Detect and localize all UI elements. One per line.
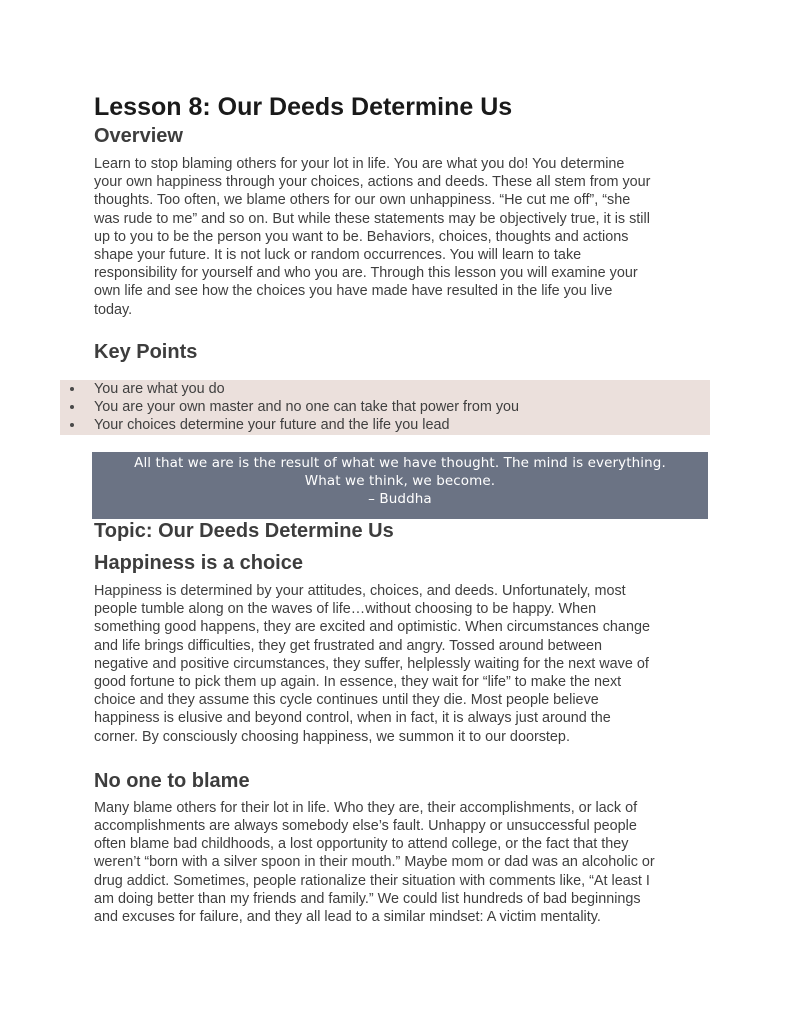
text-line: accomplishments are always somebody else’s fault. Unhappy or unsuccessful people [94, 818, 637, 835]
lesson-title: Lesson 8: Our Deeds Determine Us [94, 93, 513, 121]
happiness-heading: Happiness is a choice [94, 552, 303, 574]
text-line: good fortune to pick them up again. In essence, they wait for “life” to make the next [94, 674, 622, 691]
text-line: your own happiness through your choices, actions and deeds. These all stem from your [94, 174, 651, 191]
text-line: up to you to be the person you want to be. Behaviors, choices, thoughts and actions [94, 228, 629, 245]
key-points-box [60, 380, 710, 435]
text-line: thoughts. Too often, we blame others for our own unhappiness. “He cut me off”, “she [94, 192, 631, 209]
text-line: corner. By consciously choosing happiness, we summon it to our doorstep. [94, 728, 570, 745]
text-line: am doing better than my friends and family.” We could list hundreds of bad beginnings [94, 890, 641, 907]
text-line: weren’t “born with a silver spoon in their mouth.” Maybe mom or dad was an alcoholic or [94, 854, 655, 871]
quote-box [92, 452, 708, 519]
text-line: drug addict. Sometimes, people rationalize their situation with comments like, “At least I [94, 872, 650, 889]
key-point-text: You are what you do [94, 381, 225, 397]
text-line: responsibility for yourself and who you are. Through this lesson you will examine your [94, 265, 638, 282]
text-line: today. [94, 301, 133, 318]
text-line: happiness is elusive and beyond control, when in fact, it is always just around the [94, 710, 611, 727]
quote-author: – Buddha [368, 491, 432, 507]
topic-heading: Topic: Our Deeds Determine Us [94, 520, 394, 542]
text-line: Happiness is determined by your attitudes, choices, and deeds. Unfortunately, most [94, 583, 626, 599]
text-line: Many blame others for their lot in life. Who they are, their accomplishments, or lack of [94, 799, 638, 816]
bullet-icon [70, 387, 74, 391]
topic-section [94, 518, 714, 926]
text-line: own life and see how the choices you have made have resulted in the life you live [94, 283, 613, 300]
happiness-paragraph [94, 582, 714, 746]
text-line: negative and positive circumstances, they suffer, helplessly waiting for the next wave of [94, 655, 649, 672]
text-line: shape your future. It is not luck or random occurrences. You will learn to take [94, 247, 582, 264]
key-points-heading: Key Points [94, 340, 198, 363]
text-line: choice and they assume this cycle continues until they die. Most people believe [94, 692, 599, 709]
text-line: and excuses for failure, and they all lead to a similar mindset: A victim mentality. [94, 909, 601, 926]
bullet-icon [70, 423, 74, 427]
text-line: and life brings difficulties, they get frustrated and angry. Tossed around between [94, 637, 602, 654]
key-point-text: You are your own master and no one can take that power from you [94, 399, 520, 416]
key-point-item [60, 416, 519, 434]
overview-paragraph [94, 155, 714, 319]
no-blame-heading: No one to blame [94, 769, 250, 792]
text-line: was rude to me” and so on. But while these statements may be objectively true, it is still [94, 210, 650, 227]
text-line: often blame bad childhoods, a lost opportunity to attend college, or the fact that they [94, 836, 629, 853]
no-blame-paragraph [94, 799, 714, 926]
quote-line: What we think, we become. [304, 473, 496, 489]
key-point-item [60, 398, 519, 416]
bullet-icon [70, 405, 74, 409]
key-points-list [60, 380, 519, 435]
overview-heading: Overview [94, 125, 183, 147]
text-line: something good happens, they are excited and optimistic. When circumstances change [94, 619, 650, 636]
key-point-item [60, 380, 519, 398]
text-line: people tumble along on the waves of life…without choosing to be happy. When [94, 601, 597, 618]
text-line: Learn to stop blaming others for your lot in life. You are what you do! You determine [94, 156, 625, 172]
key-point-text: Your choices determine your future and the life you lead [94, 417, 450, 434]
quote-line: All that we are is the result of what we have thought. The mind is everything. [134, 455, 666, 471]
lesson-header [94, 92, 714, 365]
